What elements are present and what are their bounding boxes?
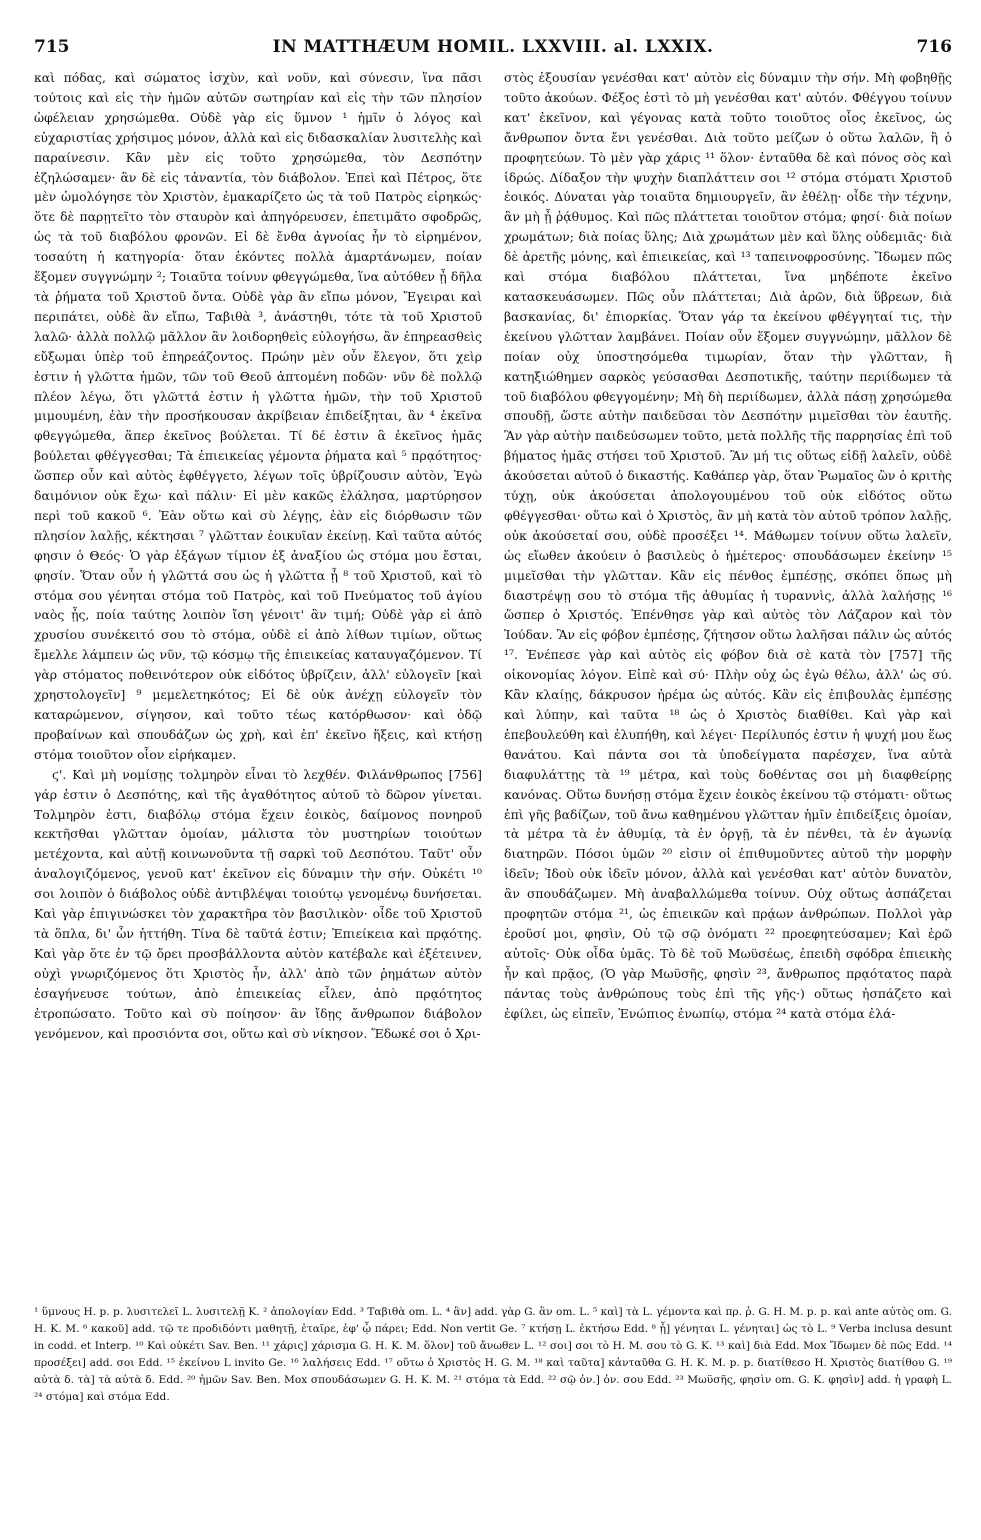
right-page-number: 716 (916, 37, 952, 57)
right-column (504, 68, 952, 1294)
right-column-paragraph-1: στὸς ἐξουσίαν γενέσθαι κατ' αὐτὸν εἰς δύναμιν τὴν σήν. Μὴ φοβηθῇς τοῦτο ἀκούων. Φέξος ἐστὶ τὸ μὴ γενέσθαι κατ' αὐτόν. Φθέγγου τοίνυν κατ' ἐκεῖνον, καὶ γέγονας κατὰ τοῦτο τοιοῦτος οἷος ἐκεῖνος, ὡς ἄνθρωπον ὄντα ἔνι γενέσθαι. Διὰ τοῦτο μείζων ὁ οὕτω λαλῶν, ἢ ὁ προφητεύων. Τὸ μὲν γὰρ χάρις ¹¹ ὅλον· ἐνταῦθα δὲ καὶ πόνος σὸς καὶ ἱδρώς. Δίδαξον τὴν ψυχὴν διαπλάττειν σοι ¹² στόμα στόματι Χριστοῦ ἐοικός. Δύναται γὰρ τοιαῦτα δημιουργεῖν, ἂν ἐθέλῃ· οἶδε τὴν τέχνην, ἂν μὴ ᾖ ῥᾴθυμος. Καὶ πῶς πλάττεται τοιοῦτον στόμα; φησί· διὰ ποίων χρωμάτων; διὰ ποίας ὕλης; Διὰ χρωμάτων μὲν καὶ ὕλης οὐδεμιᾶς· διὰ δὲ ἀρετῆς μόνης, καὶ ἐπιεικείας, καὶ ¹³ ταπεινοφροσύνης. Ἴδωμεν πῶς καὶ στόμα διαβόλου πλάττεται, ἵνα μηδέποτε ἐκεῖνο κατασκευάσωμεν. Πῶς οὖν πλάττεται; Διὰ ἀρῶν, διὰ ὕβρεων, διὰ βασκανίας, δι' ἐπιορκίας. Ὅταν γάρ τα ἐκείνου φθέγγηταί τις, τὴν ἐκείνου γλῶτταν λαμβάνει. Ποίαν οὖν ἕξομεν συγγνώμην, μᾶλλον δὲ ποίαν οὐχ ὑποστησόμεθα τιμωρίαν, ὅταν τὴν γλῶτταν, ἣ κατηξιώθημεν σαρκὸς γεύσασθαι Δεσποτικῆς, ταύτην περιίδωμεν τὰ τοῦ διαβόλου φθεγγομένην; Μὴ δὴ περιίδωμεν, ἀλλὰ πάσῃ χρησώμεθα σπουδῇ, ὥστε αὐτὴν παιδεῦσαι τὸν Δεσπότην μιμεῖσθαι τὸν ἑαυτῆς. Ἂν γὰρ αὐτὴν παιδεύσωμεν τοῦτο, μετὰ πολλῆς τῆς παρρησίας ἐπὶ τοῦ βήματος ἡμᾶς στήσει τοῦ Χριστοῦ. Ἂν μή τις οὕτως εἰδῇ λαλεῖν, οὐδὲ ἀκούσεται αὐτοῦ ὁ δικαστής. Καθάπερ γὰρ, ὅταν Ῥωμαῖος ὢν ὁ κριτὴς τύχῃ, οὐκ ἀκούσεται ἀπολογουμένου τοῦ οὐκ εἰδότος οὕτω φθέγγεσθαι· οὕτω καὶ ὁ Χριστὸς, ἂν μὴ κατὰ τὸν αὐτοῦ τρόπον λαλῇς, οὐκ ἀκούσεταί σου, οὐδὲ προσέξει ¹⁴. Μάθωμεν τοίνυν οὕτω λαλεῖν, ὡς εἴωθεν ἀκούειν ὁ βασιλεὺς ὁ ἡμέτερος· σπουδάσωμεν ἐκείνην ¹⁵ μιμεῖσθαι τὴν γλῶτταν. Κἂν εἰς πένθος ἐμπέσῃς, σκόπει ὅπως μὴ διαστρέψῃ σου τὸ στόμα τῆς ἀθυμίας ἡ τυραννὶς, ἀλλὰ λαλήσῃς ¹⁶ ὥσπερ ὁ Χριστός. Ἐπένθησε γὰρ καὶ αὐτὸς τὸν Λάζαρον καὶ τὸν Ἰούδαν. Ἂν εἰς φόβον ἐμπέσῃς, ζήτησον οὕτω λαλῆσαι πάλιν ὡς αὐτός ¹⁷. Ἐνέπεσε γὰρ καὶ αὐτὸς εἰς φόβον διὰ σὲ κατὰ τὸν [757] τῆς οἰκονομίας λόγον. Εἰπὲ καὶ σύ· Πλὴν οὐχ ὡς ἐγὼ θέλω, ἀλλ' ὡς σύ. Κἂν κλαίῃς, δάκρυσον ἠρέμα ὡς αὐτός. Κἂν εἰς ἐπιβουλὰς ἐμπέσῃς καὶ λύπην, καὶ ταῦτα ¹⁸ ὡς ὁ Χριστὸς διαθίθει. Καὶ γὰρ καὶ ἐπεβουλεύθη καὶ ἐλυπήθη, καὶ λέγει· Περίλυπός ἐστιν ἡ ψυχή μου ἕως θανάτου. Καὶ πάντα σοι τὰ ὑποδείγματα παρέσχεν, ἵνα αὐτὰ διαφυλάττῃς τὰ ¹⁹ μέτρα, καὶ τοὺς δοθέντας σοι μὴ διαφθείρῃς κανόνας. Οὕτω δυνήσῃ στόμα ἔχειν ἐοικὸς ἐκείνου τῷ στόματι· οὕτως ἐπὶ γῆς βαδίζων, τοῦ ἄνω καθημένου γλῶτταν ἡμῖν ἐπιδείξεις ὁμοίαν, τὰ μέτρα τὰ ἐν ἀθυμίᾳ, τὰ ἐν ὀργῇ, τὰ ἐν πένθει, τὰ ἐν ἀγωνίᾳ διατηρῶν. Πόσοι ὑμῶν ²⁰ εἰσιν οἱ ἐπιθυμοῦντες αὐτοῦ τὴν μορφὴν ἰδεῖν; Ἰδοὺ οὐκ ἰδεῖν μόνον, ἀλλὰ καὶ γενέσθαι κατ' αὐτὸν δυνατὸν, ἂν σπουδάζωμεν. Μὴ ἀναβαλλώμεθα τοίνυν. Οὐχ οὕτως ἀσπάζεται προφητῶν στόμα ²¹, ὡς ἐπιεικῶν καὶ πρᾴων ἀνθρώπων. Πολλοὶ γὰρ ἐροῦσί μοι, φησὶν, Οὐ τῷ σῷ ὀνόματι ²² προεφητεύσαμεν; Καὶ ἐρῶ αὐτοῖς· Οὐκ οἶδα ὑμᾶς. Τὸ δὲ τοῦ Μωϋσέως, ἐπειδὴ σφόδρα ἐπιεικὴς ἦν καὶ πρᾷος, (Ὁ γὰρ Μωϋσῆς, φησὶν ²³, ἄνθρωπος πρᾳότατος παρὰ πάντας τοὺς ἀνθρώπους τοὺς ἐπὶ τῆς γῆς·) οὕτως ἠσπάζετο καὶ ἐφίλει, ὡς εἰπεῖν, Ἐνώπιος ἐνωπίῳ, στόμα ²⁴ κατὰ στόμα ἐλά- (504, 70, 952, 1021)
footnotes (34, 1304, 952, 1524)
left-column-paragraph-1: καὶ πόδας, καὶ σώματος ἰσχὺν, καὶ νοῦν, καὶ σύνεσιν, ἵνα πᾶσι τούτοις καὶ εἰς τὴν ἡμῶν αὐτῶν σωτηρίαν καὶ εἰς τὴν τῶν πλησίον ὠφέλειαν χρησώμεθα. Οὐδὲ γὰρ εἰς ὕμνον ¹ ἡμῖν ὁ λόγος καὶ εὐχαριστίας χρήσιμος μόνον, ἀλλὰ καὶ εἰς διδασκαλίαν λυσιτελὴς καὶ παραίνεσιν. Κἂν μὲν εἰς τοῦτο χρησώμεθα, τὸν Δεσπότην ἐζηλώσαμεν· ἂν δὲ εἰς τἀναντία, τὸν διάβολον. Ἐπεὶ καὶ Πέτρος, ὅτε μὲν ὡμολόγησε τὸν Χριστὸν, ἐμακαρίζετο ὡς τὰ τοῦ Πατρὸς εἰρηκώς· ὅτε δὲ παρῃτεῖτο τὸν σταυρὸν καὶ ἀπηγόρευσεν, ἐπετιμᾶτο σφοδρῶς, ὡς τὰ τοῦ διαβόλου φρονῶν. Εἰ δὲ ἔνθα ἀγνοίας ἦν τὸ εἰρημένον, τοσαύτη ἡ κατηγορία· ὅταν ἑκόντες πολλὰ ἁμαρτάνωμεν, ποίαν ἕξομεν συγγνώμην ²; Τοιαῦτα τοίνυν φθεγγώμεθα, ἵνα αὐτόθεν ᾖ δῆλα τὰ ῥήματα τοῦ Χριστοῦ ὄντα. Οὐδὲ γὰρ ἂν εἴπω μόνον, Ἔγειραι καὶ περιπάτει, οὐδὲ ἂν εἴπω, Ταβιθὰ ³, ἀνάστηθι, τότε τὰ τοῦ Χριστοῦ λαλῶ· ἀλλὰ πολλῷ μᾶλλον ἂν λοιδορηθεὶς εὐλογήσω, ἂν ἐπηρεασθεὶς εὔξωμαι ὑπὲρ τοῦ ἐπηρεάζοντος. Πρώην μὲν οὖν ἔλεγον, ὅτι χεὶρ ἐστιν ἡ γλῶττα ἡμῶν, τῶν τοῦ Θεοῦ ἁπτομένη ποδῶν· νῦν δὲ πολλῷ πλέον λέγω, ὅτι γλῶττά ἐστιν ἡ γλῶττα ἡμῶν, τὴν τοῦ Χριστοῦ μιμουμένη, ἐὰν τὴν προσήκουσαν ἀκρίβειαν ἐπιδείξηται, ἂν ⁴ ἐκεῖνα φθεγγώμεθα, ἅπερ ἐκεῖνος βούλεται. Τί δέ ἐστιν ἃ ἐκεῖνος ἡμᾶς βούλεται φθέγγεσθαι; Τὰ ἐπιεικείας γέμοντα ῥήματα καὶ ⁵ πρᾳότητος· ὥσπερ οὖν καὶ αὐτὸς ἐφθέγγετο, λέγων τοῖς ὑβρίζουσιν αὐτὸν, Ἐγὼ δαιμόνιον οὐκ ἔχω· καὶ πάλιν· Εἰ μὲν κακῶς ἐλάλησα, μαρτύρησον περὶ τοῦ κακοῦ ⁶. Ἐὰν οὕτω καὶ σὺ λέγῃς, ἐὰν εἰς διόρθωσιν τῶν πλησίον λαλῇς, κέκτησαι ⁷ γλῶτταν ἐοικυῖαν ἐκείνῃ. Καὶ ταῦτα αὐτός φησιν ὁ Θεός· Ὁ γὰρ ἐξάγων τίμιον ἐξ ἀναξίου ὡς στόμα μου ἔσται, φησίν. Ὅταν οὖν ἡ γλῶττά σου ὡς ἡ γλῶττα ᾖ ⁸ τοῦ Χριστοῦ, καὶ τὸ στόμα σου γένηται στόμα τοῦ Πατρὸς, καὶ τοῦ Πνεύματος τοῦ ἁγίου ναὸς ᾖς, ποία ταύτης λοιπὸν ἴση γένοιτ' ἂν τιμή; Οὐδὲ γὰρ εἰ ἀπὸ χρυσίου συνέκειτό σου τὸ στόμα, οὐδὲ εἰ ἀπὸ λίθων τιμίων, οὕτως ἔμελλε λάμπειν ὡς νῦν, τῷ κόσμῳ τῆς ἐπιεικείας καταυγαζόμενον. Τί γὰρ στόματος ποθεινότερον οὐκ εἰδότος ὑβρίζειν, ἀλλ' εὐλογεῖν [καὶ χρηστολογεῖν] ⁹ μεμελετηκότος; Εἰ δὲ οὐκ ἀνέχῃ εὐλογεῖν τὸν καταρώμενον, σίγησον, καὶ τοῦτο τέως κατόρθωσον· καὶ ὁδῷ προβαίνων καὶ σπουδάζων ὡς χρὴ, καὶ ἐπ' ἐκεῖνο ἥξεις, καὶ κτήσῃ στόμα τοιοῦτον οἷον εἰρήκαμεν. (34, 70, 482, 762)
footnotes-text: ¹ ὕμνους H. p. p. λυσιτελεῖ L. λυσιτελῇ K. ² ἀπολογίαν Edd. ³ Ταβιθὰ om. L. ⁴ ἂν] add. γὰρ G. ἂν om. L. ⁵ καὶ] τὰ L. γέμοντα καὶ πρ. ῥ. G. H. M. p. p. καὶ ante αὐτὸς om. G. H. K. M. ⁶ κακοῦ] add. τῷ τε προδιδόντι μαθητῇ, ἑταῖρε, ἐφ' ᾧ πάρει; Edd. Non vertit Ge. ⁷ κτήσῃ L. ἐκτήσω Edd. ⁸ ᾖ] γένηται L. γένηται] ὡς τὸ L. ⁹ Verba inclusa desunt in codd. et Interp. ¹⁰ Καὶ οὐκέτι Sav. Ben. ¹¹ χάρις] χάρισμα G. H. K. M. ὅλον] τοῦ ἄνωθεν L. ¹² σοι] σοι τὸ H. M. σου τὸ G. K. ¹³ καὶ] διὰ Edd. Mox Ἴδωμεν δὲ πῶς Edd. ¹⁴ προσέξει] add. σοι Edd. ¹⁵ ἐκείνου L invito Ge. ¹⁶ λαλήσεις Edd. ¹⁷ οὕτω ὁ Χριστὸς H. G. M. ¹⁸ καὶ ταῦτα] κἀνταῦθα G. H. K. M. p. p. διατίθεσο H. Χριστὸς διατίθου G. ¹⁹ αὐτὰ δ. τὰ] τὰ αὐτὰ δ. Edd. ²⁰ ἡμῶν Sav. Ben. Mox σπουδάσωμεν G. H. K. M. ²¹ στόμα τὰ Edd. ²² σῷ ὀν.] ὀν. σου Edd. ²³ Μωϋσῆς, φησὶν om. G. K. φησὶν] add. ἡ γραφὴ L. ²⁴ στόμα] καὶ στόμα Edd. (34, 1306, 952, 1404)
left-page-number: 715 (34, 37, 70, 57)
left-column (34, 68, 482, 1294)
left-column-paragraph-2: ϛ'. Καὶ μὴ νομίσῃς τολμηρὸν εἶναι τὸ λεχθέν. Φιλάνθρωπος [756] γάρ ἐστιν ὁ Δεσπότης, καὶ τῆς ἀγαθότητος αὐτοῦ τὸ δῶρον γίνεται. Τολμηρὸν ἐστι, διαβόλῳ στόμα ἔχειν ἐοικὸς, δαίμονος πονηροῦ κεκτῆσθαι γλῶτταν ὁμοίαν, μάλιστα τὸν μυστηρίων τοιούτων μετέχοντα, καὶ αὐτῇ κοινωνοῦντα τῇ σαρκὶ τοῦ Δεσπότου. Ταῦτ' οὖν ἀναλογιζόμενος, γενοῦ κατ' ἐκεῖνον εἰς δύναμιν τὴν σήν. Οὐκέτι ¹⁰ σοι λοιπὸν ὁ διάβολος οὐδὲ ἀντιβλέψαι τοιούτῳ γενομένῳ δυνήσεται. Καὶ γὰρ ἐπιγινώσκει τὸν χαρακτῆρα τὸν βασιλικὸν· οἶδε τοῦ Χριστοῦ τὰ ὅπλα, δι' ὧν ἡττήθη. Τίνα δὲ ταῦτά ἐστιν; Ἐπιείκεια καὶ πρᾳότης. Καὶ γὰρ ὅτε ἐν τῷ ὄρει προσβάλλοντα αὐτὸν κατέβαλε καὶ ἐξέτεινεν, οὐχὶ γνωριζόμενος ὅτι Χριστὸς ἦν, ἀλλ' ἀπὸ τῶν ῥημάτων αὐτὸν ἐσαγήνευσε τούτων, ἀπὸ ἐπιεικείας εἷλεν, ἀπὸ πρᾳότητος ἐτροπώσατο. Τοῦτο καὶ σὺ ποίησον· ἂν ἴδῃς ἄνθρωπον διάβολον γενόμενον, καὶ προσιόντα σοι, οὕτω καὶ σὺ νίκησον. Ἔδωκέ σοι ὁ Χρι- (34, 766, 482, 1041)
text-columns (34, 68, 952, 1294)
running-header (34, 34, 952, 60)
running-title: IN MATTHÆUM HOMIL. LXXVIII. al. LXXIX. (272, 37, 714, 57)
